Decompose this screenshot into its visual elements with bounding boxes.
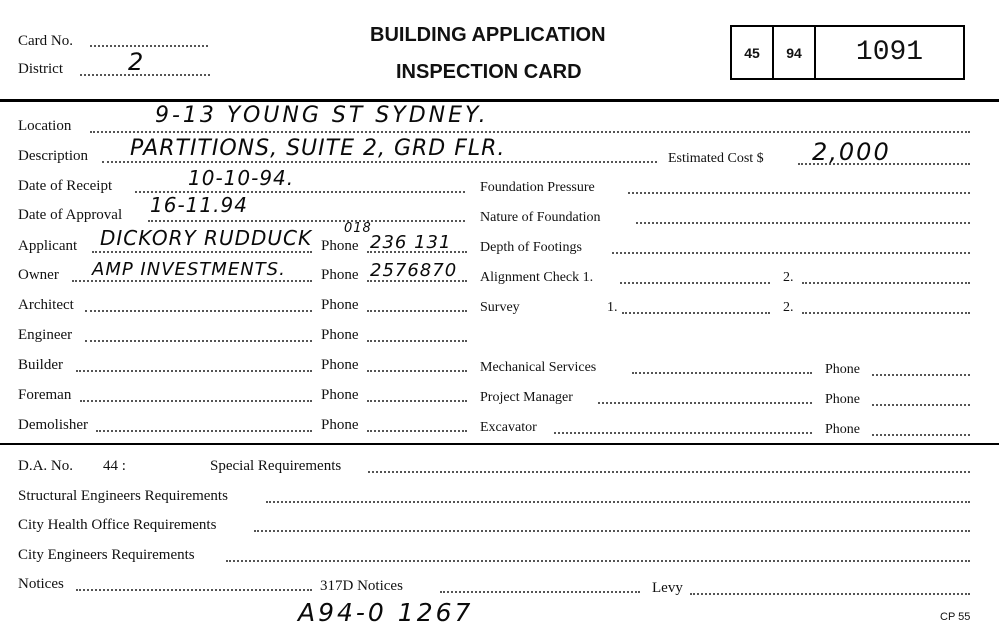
date-of-approval-value: 16-11.94 [150,193,248,217]
city-health-line [254,530,970,532]
box-cell-2: 94 [774,27,816,78]
mechanical-services-line [632,372,812,374]
mechanical-phone-label: Phone [825,362,860,377]
form-title-line1: BUILDING APPLICATION [370,24,606,46]
architect-line [85,310,312,312]
demolisher-line [96,430,312,432]
demolisher-phone-line [367,430,467,432]
engineer-phone-line [367,340,467,342]
architect-phone-label: Phone [321,297,359,313]
date-of-receipt-label: Date of Receipt [18,178,113,194]
section-divider [0,443,999,445]
foreman-phone-line [367,400,467,402]
special-requirements-line [368,471,970,473]
nature-of-foundation-label: Nature of Foundation [480,210,601,225]
owner-label: Owner [18,267,59,283]
reference-number: A94-0 1267 [298,598,474,627]
builder-label: Builder [18,357,63,373]
project-manager-label: Project Manager [480,390,573,405]
foreman-label: Foreman [18,387,72,403]
levy-line [690,593,970,595]
depth-of-footings-line [612,252,970,254]
architect-label: Architect [18,297,74,313]
applicant-phone-label: Phone [321,238,359,254]
description-label: Description [18,148,88,164]
structural-engineers-line [266,501,970,503]
architect-phone-line [367,310,467,312]
levy-label: Levy [652,580,683,596]
demolisher-label: Demolisher [18,417,88,433]
location-label: Location [18,118,72,134]
owner-phone-value: 2576870 [370,260,458,281]
demolisher-phone-label: Phone [321,417,359,433]
builder-line [76,370,312,372]
survey-2-label: 2. [783,300,794,315]
card-no-line [90,45,208,47]
foundation-pressure-label: Foundation Pressure [480,180,595,195]
excavator-phone-label: Phone [825,422,860,437]
builder-phone-line [367,370,467,372]
city-engineers-label: City Engineers Requirements [18,547,195,563]
structural-engineers-label: Structural Engineers Requirements [18,488,228,504]
engineer-label: Engineer [18,327,73,343]
description-value: PARTITIONS, SUITE 2, GRD FLR. [130,136,506,161]
card-number: 1091 [855,37,924,68]
description-line [102,161,657,163]
survey-label: Survey [480,300,520,315]
foreman-phone-label: Phone [321,387,359,403]
form-code: CP 55 [940,611,971,623]
location-value: 9-13 YOUNG ST SYDNEY. [155,103,489,128]
alignment-check-label: Alignment Check 1. [480,270,594,285]
card-no-label: Card No. [18,33,73,49]
applicant-phone-value: 236 131 [370,232,452,253]
city-health-label: City Health Office Requirements [18,517,217,533]
da-no-label: D.A. No. [18,458,73,474]
engineer-phone-label: Phone [321,327,359,343]
card-number-box [730,25,965,80]
alignment-check-2-label: 2. [783,270,794,285]
notices-label: Notices [18,576,64,592]
district-line [80,74,210,76]
builder-phone-label: Phone [321,357,359,373]
applicant-phone-prefix: 018 [344,221,372,236]
applicant-label: Applicant [18,238,78,254]
nature-of-foundation-line [636,222,970,224]
project-manager-phone-line [872,404,970,406]
owner-value: AMP INVESTMENTS. [92,259,286,280]
notices-line [76,589,312,591]
district-value: 2 [128,48,145,76]
district-label: District [18,61,63,77]
foundation-pressure-line [628,192,970,194]
excavator-line [554,432,812,434]
header-divider [0,99,999,102]
notices-317d-label: 317D Notices [320,578,403,594]
form-title-line2: INSPECTION CARD [396,61,582,83]
depth-of-footings-label: Depth of Footings [480,240,582,255]
location-line [90,131,970,133]
survey-1-line [622,312,770,314]
owner-line [72,280,312,282]
engineer-line [85,340,312,342]
foreman-line [80,400,312,402]
special-requirements-label: Special Requirements [210,458,342,474]
project-manager-line [598,402,812,404]
project-manager-phone-label: Phone [825,392,860,407]
survey-1-label: 1. [607,300,618,315]
alignment-check-1-line [620,282,770,284]
city-engineers-line [226,560,970,562]
applicant-value: DICKORY RUDDUCK [100,226,313,250]
date-of-receipt-value: 10-10-94. [188,166,295,190]
date-of-approval-line [148,220,465,222]
mechanical-services-label: Mechanical Services [480,360,597,375]
da-no-value: 44 : [103,458,126,474]
applicant-line [92,251,312,253]
excavator-phone-line [872,434,970,436]
estimated-cost-value: 2,000 [812,138,891,166]
alignment-check-2-line [802,282,970,284]
estimated-cost-label: Estimated Cost $ [668,151,764,166]
survey-2-line [802,312,970,314]
excavator-label: Excavator [480,420,537,435]
owner-phone-label: Phone [321,267,359,283]
mechanical-phone-line [872,374,970,376]
date-of-approval-label: Date of Approval [18,207,123,223]
notices-317d-line [440,591,640,593]
box-cell-1: 45 [732,27,774,78]
